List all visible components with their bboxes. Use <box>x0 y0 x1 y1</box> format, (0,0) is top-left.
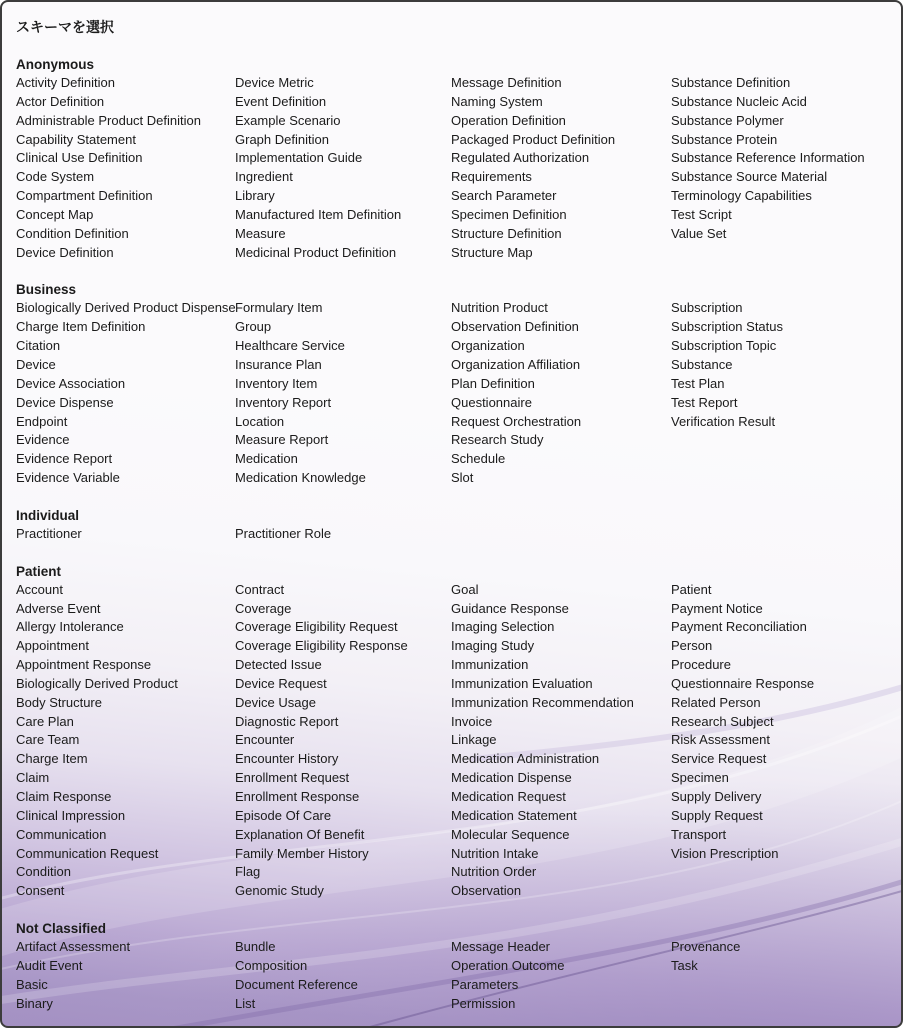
schema-item[interactable]: Substance Definition <box>671 75 791 90</box>
section-grid-business <box>16 299 887 487</box>
schema-item[interactable]: Biologically Derived Product Dispense <box>16 300 236 316</box>
schema-item[interactable]: Schedule <box>451 451 506 467</box>
schema-item[interactable]: Packaged Product Definition <box>451 131 616 147</box>
schema-item[interactable]: Immunization Recommendation <box>451 694 634 710</box>
section-column <box>671 299 887 487</box>
schema-item[interactable]: Binary <box>16 995 53 1011</box>
section-column <box>235 581 451 901</box>
schema-item[interactable]: Device Dispense <box>16 394 114 410</box>
schema-item[interactable]: Questionnaire Response <box>671 675 815 691</box>
schema-item[interactable]: Molecular Sequence <box>451 826 570 842</box>
schema-item[interactable]: Appointment <box>16 638 89 654</box>
schema-item[interactable]: Transport <box>671 826 727 842</box>
schema-item[interactable]: Structure Definition <box>451 225 562 241</box>
schema-item[interactable]: Manufactured Item Definition <box>235 206 402 222</box>
schema-item[interactable]: Concept Map <box>16 206 94 222</box>
schema-item[interactable]: Linkage <box>451 732 497 748</box>
schema-item[interactable]: Encounter <box>235 732 295 748</box>
schema-item[interactable]: Observation Definition <box>451 319 579 335</box>
schema-item[interactable]: Subscription <box>671 300 743 316</box>
schema-item[interactable]: Practitioner <box>16 525 82 541</box>
schema-item[interactable]: Account <box>16 581 63 597</box>
schema-item[interactable]: Risk Assessment <box>671 732 770 748</box>
schema-item[interactable]: Medication <box>235 451 298 467</box>
schema-item[interactable]: Substance Protein <box>671 131 778 147</box>
schema-item[interactable]: Verification Result <box>671 413 776 429</box>
schema-item[interactable]: Claim <box>16 770 50 786</box>
section-grid-individual <box>16 525 887 544</box>
schema-item[interactable]: Inventory Report <box>235 394 332 410</box>
section-header-patient: Patient <box>16 563 62 579</box>
schema-item[interactable]: Guidance Response <box>451 600 569 616</box>
schema-item[interactable]: Value Set <box>671 225 727 241</box>
section-column <box>451 938 671 1013</box>
schema-item[interactable]: Medication Statement <box>451 807 577 823</box>
schema-item[interactable]: Requirements <box>451 169 532 185</box>
section-header-not-classified: Not Classified <box>16 921 107 937</box>
schema-item[interactable]: Structure Map <box>451 244 533 260</box>
schema-item[interactable]: Operation Outcome <box>451 957 565 973</box>
schema-item[interactable]: Substance Source Material <box>671 169 828 185</box>
section-column <box>671 938 887 1013</box>
schema-item[interactable]: Artifact Assessment <box>16 939 131 955</box>
schema-item[interactable]: Subscription Status <box>671 319 784 335</box>
schema-item[interactable]: Permission <box>451 995 516 1011</box>
section-header-business: Business <box>16 282 77 298</box>
schema-item[interactable]: Charge Item Definition <box>16 319 146 335</box>
schema-item[interactable]: Detected Issue <box>235 657 322 673</box>
schema-item[interactable]: Endpoint <box>16 413 68 429</box>
schema-item[interactable]: Device Metric <box>235 75 314 90</box>
schema-item[interactable]: Genomic Study <box>235 883 324 899</box>
schema-item[interactable]: Evidence Report <box>16 451 113 467</box>
section-column <box>451 525 671 544</box>
section-patient <box>16 563 887 901</box>
schema-item[interactable]: Example Scenario <box>235 112 341 128</box>
schema-item[interactable]: Insurance Plan <box>235 356 322 372</box>
schema-item[interactable]: Questionnaire <box>451 394 532 410</box>
schema-item[interactable]: Subscription Topic <box>671 338 777 354</box>
section-individual <box>16 507 887 544</box>
schema-item[interactable]: Medication Request <box>451 789 566 804</box>
schema-item[interactable]: Supply Delivery <box>671 789 762 804</box>
schema-item[interactable]: Test Script <box>671 206 732 222</box>
schema-item[interactable]: Location <box>235 413 285 429</box>
schema-item[interactable]: Body Structure <box>16 694 102 710</box>
schema-item[interactable]: Payment Reconciliation <box>671 619 807 635</box>
schema-item[interactable]: Inventory Item <box>235 375 318 391</box>
schema-item[interactable]: Specimen Definition <box>451 206 567 222</box>
schema-item[interactable]: Family Member History <box>235 845 369 861</box>
schema-item[interactable]: Healthcare Service <box>235 338 345 354</box>
schema-item[interactable]: Goal <box>451 581 479 597</box>
schema-item[interactable]: Condition <box>16 864 71 880</box>
schema-item[interactable]: Event Definition <box>235 93 327 109</box>
schema-item[interactable]: Medicinal Product Definition <box>235 244 397 260</box>
schema-item[interactable]: Charge Item <box>16 751 88 767</box>
schema-item[interactable]: Nutrition Intake <box>451 845 539 861</box>
section-column <box>671 525 887 544</box>
schema-item[interactable]: Service Request <box>671 751 767 767</box>
section-column <box>235 938 451 1013</box>
schema-item[interactable]: Organization <box>451 338 525 354</box>
schema-item[interactable]: Diagnostic Report <box>235 713 339 729</box>
schema-item[interactable]: Operation Definition <box>451 112 566 128</box>
schema-item[interactable]: Organization Affiliation <box>451 356 581 372</box>
schema-item[interactable]: Ingredient <box>235 169 293 185</box>
schema-item[interactable]: Imaging Selection <box>451 619 555 635</box>
schema-item[interactable]: Measure <box>235 225 286 241</box>
schema-item[interactable]: Search Parameter <box>451 188 557 204</box>
schema-item[interactable]: Message Definition <box>451 75 562 90</box>
schema-item[interactable]: Test Plan <box>671 375 725 391</box>
schema-item[interactable]: Composition <box>235 957 308 973</box>
schema-item[interactable]: Basic <box>16 976 48 992</box>
schema-item[interactable]: Graph Definition <box>235 131 329 147</box>
section-column <box>16 581 235 901</box>
schema-item[interactable]: Related Person <box>671 694 761 710</box>
schema-item[interactable]: Immunization <box>451 657 529 673</box>
schema-item[interactable]: Imaging Study <box>451 638 535 654</box>
section-column <box>451 581 671 901</box>
schema-item[interactable]: Nutrition Order <box>451 864 537 880</box>
section-column <box>235 525 451 544</box>
schema-item[interactable]: Nutrition Product <box>451 300 548 316</box>
schema-item[interactable]: Regulated Authorization <box>451 150 590 166</box>
schema-item[interactable]: Plan Definition <box>451 375 535 391</box>
schema-item[interactable]: Naming System <box>451 93 543 109</box>
schema-item[interactable]: Request Orchestration <box>451 413 582 429</box>
section-header-individual: Individual <box>16 507 80 523</box>
schema-item[interactable]: Consent <box>16 883 65 899</box>
schema-item[interactable]: Compartment Definition <box>16 188 153 204</box>
schema-item[interactable]: Evidence <box>16 432 70 448</box>
schema-item[interactable]: Coverage Eligibility Request <box>235 619 398 635</box>
schema-item[interactable]: Episode Of Care <box>235 807 332 823</box>
section-list <box>16 56 887 1013</box>
schema-item[interactable]: Invoice <box>451 713 493 729</box>
schema-item[interactable]: Clinical Impression <box>16 807 126 823</box>
dialog-content <box>2 2 901 1013</box>
schema-item[interactable]: Group <box>235 319 272 335</box>
schema-item[interactable]: Enrollment Request <box>235 770 350 786</box>
schema-item[interactable]: Substance Reference Information <box>671 150 865 166</box>
schema-item[interactable]: Condition Definition <box>16 225 129 241</box>
schema-item[interactable]: Audit Event <box>16 957 83 973</box>
schema-item[interactable]: Actor Definition <box>16 93 105 109</box>
schema-item[interactable]: Medication Dispense <box>451 770 572 786</box>
section-column <box>671 74 887 262</box>
schema-item[interactable]: Patient <box>671 581 712 597</box>
schema-item[interactable]: Activity Definition <box>16 75 115 90</box>
section-column <box>235 74 451 262</box>
schema-item[interactable]: Medication Knowledge <box>235 470 366 486</box>
schema-item[interactable]: Research Subject <box>671 713 774 729</box>
schema-item[interactable]: List <box>235 995 256 1011</box>
schema-item[interactable]: Document Reference <box>235 976 358 992</box>
schema-item[interactable]: Adverse Event <box>16 600 101 616</box>
schema-item[interactable]: Parameters <box>451 976 519 992</box>
section-column <box>16 938 235 1013</box>
section-column <box>671 581 887 901</box>
dialog-title: スキーマを選択 <box>16 19 114 35</box>
schema-item[interactable]: Implementation Guide <box>235 150 363 166</box>
schema-item[interactable]: Enrollment Response <box>235 789 360 804</box>
schema-item[interactable]: Person <box>671 638 713 654</box>
schema-item[interactable]: Device Definition <box>16 244 114 260</box>
schema-item[interactable]: Claim Response <box>16 789 112 804</box>
section-not-classified <box>16 920 887 1013</box>
schema-item[interactable]: Capability Statement <box>16 131 136 147</box>
schema-item[interactable]: Provenance <box>671 939 741 955</box>
section-anonymous <box>16 56 887 262</box>
schema-item[interactable]: Message Header <box>451 939 550 955</box>
section-column <box>451 299 671 487</box>
schema-item[interactable]: Substance Polymer <box>671 112 784 128</box>
schema-item[interactable]: Clinical Use Definition <box>16 150 143 166</box>
section-column <box>16 299 235 487</box>
schema-item[interactable]: Specimen <box>671 770 729 786</box>
section-column <box>235 299 451 487</box>
schema-item[interactable]: Test Report <box>671 394 738 410</box>
section-grid-not-classified <box>16 938 887 1013</box>
schema-item[interactable]: Terminology Capabilities <box>671 188 812 204</box>
schema-item[interactable]: Communication <box>16 826 107 842</box>
schema-item[interactable]: Medication Administration <box>451 751 600 767</box>
schema-item[interactable]: Contract <box>235 581 285 597</box>
schema-item[interactable]: Device <box>16 356 56 372</box>
schema-item[interactable]: Slot <box>451 470 474 486</box>
section-business <box>16 281 887 487</box>
schema-item[interactable]: Biologically Derived Product <box>16 675 178 691</box>
schema-item[interactable]: Citation <box>16 338 61 354</box>
schema-item[interactable]: Device Usage <box>235 694 316 710</box>
section-grid-patient <box>16 581 887 901</box>
schema-item[interactable]: Encounter History <box>235 751 339 767</box>
schema-item[interactable]: Coverage <box>235 600 292 616</box>
section-column <box>451 74 671 262</box>
schema-item[interactable]: Communication Request <box>16 845 159 861</box>
schema-item[interactable]: Payment Notice <box>671 600 763 616</box>
schema-item[interactable]: Appointment Response <box>16 657 152 673</box>
schema-item[interactable]: Evidence Variable <box>16 470 120 486</box>
schema-item[interactable]: Flag <box>235 864 261 880</box>
schema-item[interactable]: Formulary Item <box>235 300 323 316</box>
schema-item[interactable]: Supply Request <box>671 807 763 823</box>
schema-item[interactable]: Care Team <box>16 732 80 748</box>
schema-item[interactable]: Research Study <box>451 432 544 448</box>
section-column <box>16 525 235 544</box>
schema-item[interactable]: Coverage Eligibility Response <box>235 638 408 654</box>
schema-item[interactable]: Care Plan <box>16 713 74 729</box>
section-header-anonymous: Anonymous <box>16 57 95 72</box>
schema-item[interactable]: Measure Report <box>235 432 329 448</box>
schema-item[interactable]: Explanation Of Benefit <box>235 826 365 842</box>
schema-item[interactable]: Device Association <box>16 375 126 391</box>
schema-item[interactable]: Substance <box>671 356 733 372</box>
schema-item[interactable]: Task <box>671 957 698 973</box>
schema-item[interactable]: Device Request <box>235 675 327 691</box>
schema-item[interactable]: Observation <box>451 883 522 899</box>
schema-item[interactable]: Immunization Evaluation <box>451 675 593 691</box>
schema-item[interactable]: Vision Prescription <box>671 845 779 861</box>
section-column <box>16 74 235 262</box>
schema-item[interactable]: Practitioner Role <box>235 525 332 541</box>
schema-item[interactable]: Bundle <box>235 939 276 955</box>
schema-item[interactable]: Allergy Intolerance <box>16 619 124 635</box>
schema-item[interactable]: Code System <box>16 169 95 185</box>
schema-item[interactable]: Administrable Product Definition <box>16 112 201 128</box>
schema-item[interactable]: Library <box>235 188 275 204</box>
schema-item[interactable]: Procedure <box>671 657 731 673</box>
section-grid-anonymous <box>16 74 887 262</box>
schema-item[interactable]: Substance Nucleic Acid <box>671 93 807 109</box>
